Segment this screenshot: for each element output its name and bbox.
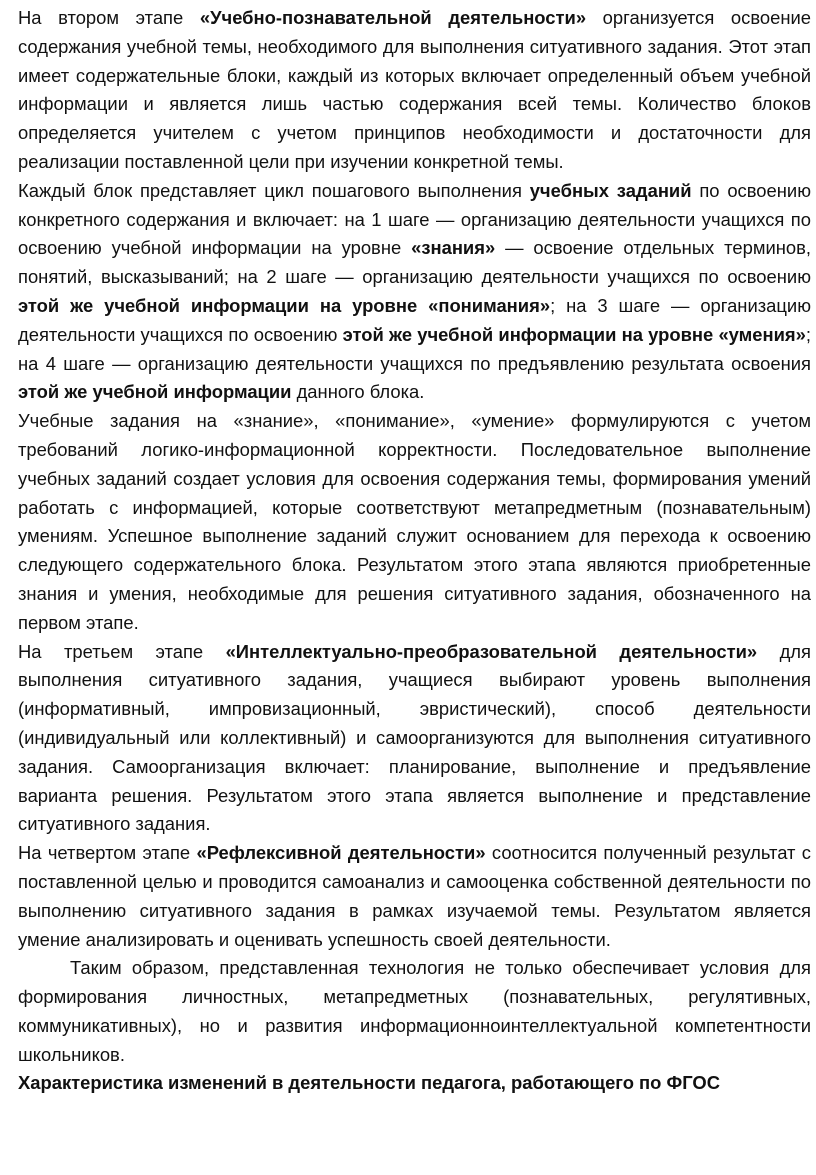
text-run: ; на 4 шаге — организацию деятельности учащихся по предъявлению результата освоения bbox=[18, 323, 812, 374]
text-run: соотносится полученный результат с поставленной целью и проводится самоанализ и самооценка собственной деятельности по выполнению ситуативного задания в рамках изучаемой темы. Результатом является умение анализировать и оценивать успешность своей деятельности. bbox=[18, 842, 811, 950]
text-run: для выполнения ситуативного задания, учащиеся выбирают уровень выполнения (информативный, импровизационный, эвристический), способ деятельности (индивидуальный или коллективный) и самоорганизуются для выполнения ситуативного задания. Самоорганизация включает: планирование, выполнение и предъявление варианта решения. Результатом этого этапа является выполнение и представление ситуативного задания. bbox=[18, 640, 811, 835]
text-run: организуется освоение содержания учебной темы, необходимого для выполнения ситуативного задания. Этот этап имеет содержательные блоки, каждый из которых включает определенный объем учебной информации и является лишь частью содержания всей темы. Количество блоков определяется учителем с учетом принципов необходимости и достаточности для реализации поставленной цели при изучении конкретной темы. bbox=[18, 7, 812, 172]
bold-term: этой же учебной информации bbox=[18, 381, 292, 403]
paragraph-stage-three bbox=[18, 638, 811, 840]
text-run: Каждый блок представляет цикл пошагового выполнения bbox=[18, 179, 530, 201]
paragraph-block-steps bbox=[18, 177, 811, 407]
paragraph-learning-tasks bbox=[18, 407, 811, 637]
bold-term: «Учебно-познавательной деятельности» bbox=[199, 7, 587, 28]
bold-term: «Интеллектуально-преобразовательной деятельности» bbox=[225, 640, 758, 662]
text-run: На третьем этапе bbox=[18, 640, 226, 662]
bold-term: «знания» bbox=[411, 237, 496, 259]
bold-term: этой же учебной информации на уровне «понимания» bbox=[18, 294, 551, 316]
text-run: ; на 3 шаге — организацию деятельности учащихся по освоению bbox=[18, 294, 811, 345]
section-heading: Характеристика изменений в деятельности педагога, работающего по ФГОС bbox=[18, 1072, 720, 1094]
paragraph-conclusion bbox=[18, 954, 811, 1069]
text-run: данного блока. bbox=[291, 381, 425, 403]
paragraph-stage-four bbox=[18, 839, 811, 954]
bold-term: учебных заданий bbox=[529, 179, 692, 201]
text-run: по освоению конкретного содержания и включает: на 1 шаге — организацию деятельности учащихся по освоению учебной информации на уровне bbox=[18, 179, 811, 259]
text-run: На четвертом этапе bbox=[18, 842, 197, 864]
text-run: Таким образом, представленная технология не только обеспечивает условия для формирования личностных, метапредметных (познавательных, регулятивных, коммуникативных), но и развития информационноинтеллектуальной компетентности школьников. bbox=[18, 957, 811, 1065]
paragraph-stage-two bbox=[18, 4, 811, 177]
bold-term: «Рефлексивной деятельности» bbox=[196, 842, 486, 864]
text-run: Учебные задания на «знание», «понимание», «умение» формулируются с учетом требований логико-информационной корректности. Последовательное выполнение учебных заданий создает условия для освоения содержания темы, формирования умений работать с информацией, которые соответствуют метапредметным (познавательным) умениям. Успешное выполнение заданий служит основанием для перехода к освоению следующего содержательного блока. Результатом этого этапа являются приобретенные знания и умения, необходимые для решения ситуативного задания, обозначенного на первом этапе. bbox=[18, 410, 811, 633]
bold-term: этой же учебной информации на уровне «умения» bbox=[342, 323, 806, 345]
text-run: — освоение отдельных терминов, понятий, высказываний; на 2 шаге — организацию деятельности учащихся по освоению bbox=[18, 237, 811, 288]
text-run: На втором этапе bbox=[18, 7, 200, 28]
